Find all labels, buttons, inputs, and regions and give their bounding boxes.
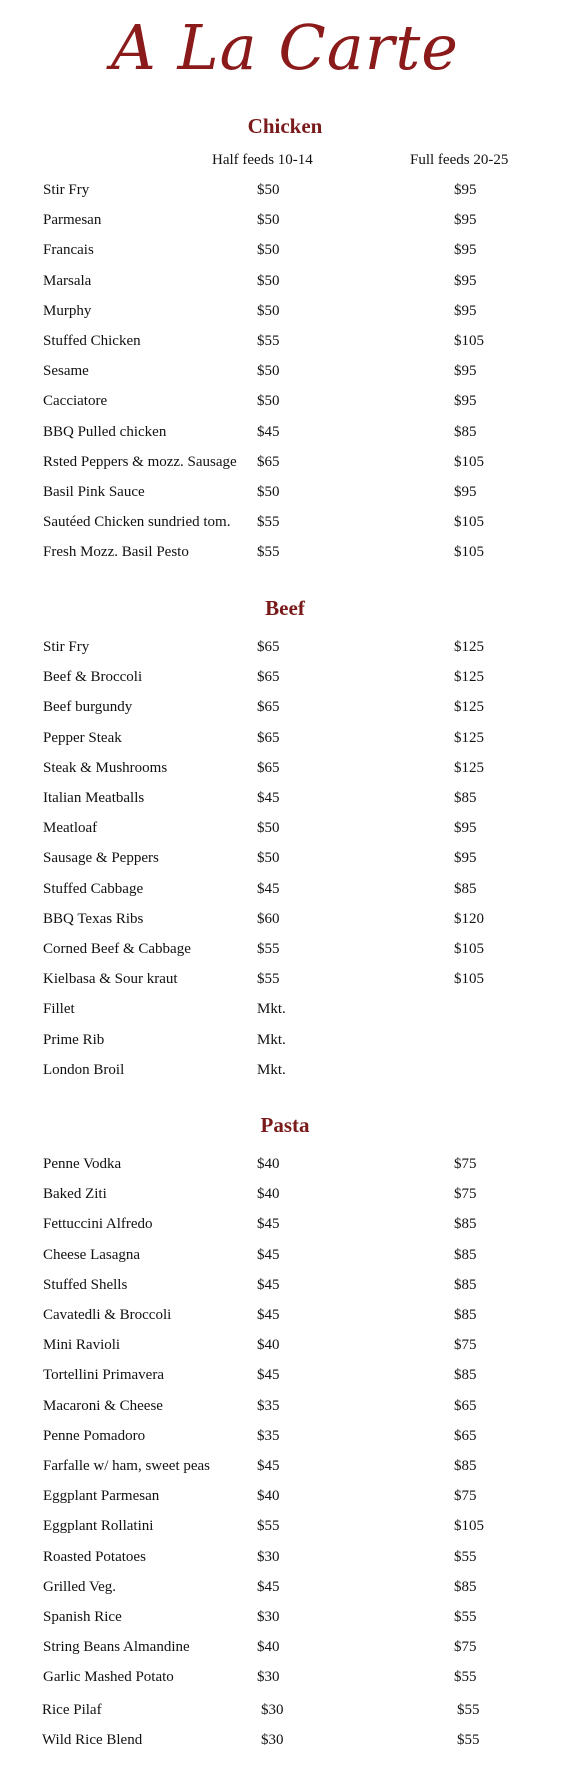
half-price: $50	[257, 303, 280, 319]
item-name: Rice Pilaf	[42, 1702, 102, 1718]
menu-row	[0, 1154, 570, 1184]
item-name: Francais	[43, 242, 94, 258]
menu-row	[0, 1214, 570, 1244]
item-name: Mini Ravioli	[43, 1337, 121, 1353]
full-price: $95	[454, 182, 477, 198]
half-price: $45	[257, 1216, 280, 1232]
menu-row	[0, 1667, 570, 1697]
half-price: Mkt.	[257, 1032, 286, 1048]
full-price: $95	[454, 484, 477, 500]
full-price: $105	[454, 333, 484, 349]
half-price: $65	[257, 730, 280, 746]
item-name: Spanish Rice	[43, 1609, 122, 1625]
menu-row	[0, 1365, 570, 1395]
half-price: $50	[257, 393, 280, 409]
full-price: $75	[454, 1639, 477, 1655]
item-name: BBQ Pulled chicken	[43, 424, 167, 440]
item-name: London Broil	[43, 1062, 125, 1078]
full-price: $55	[457, 1702, 480, 1718]
half-price: $50	[257, 242, 280, 258]
item-name: Grilled Veg.	[43, 1579, 117, 1595]
item-name: Fettuccini Alfredo	[43, 1216, 153, 1232]
menu-row	[0, 331, 570, 361]
half-price: $50	[257, 212, 280, 228]
full-price: $65	[454, 1398, 477, 1414]
half-price: $60	[257, 911, 280, 927]
item-name: Eggplant Rollatini	[43, 1518, 154, 1534]
menu-row	[0, 818, 570, 848]
menu-row	[0, 1305, 570, 1335]
half-price: $55	[257, 941, 280, 957]
item-name: Beef burgundy	[43, 699, 133, 715]
full-price: $105	[454, 514, 484, 530]
full-price: $75	[454, 1337, 477, 1353]
full-price: $85	[454, 1216, 477, 1232]
half-price: $40	[257, 1488, 280, 1504]
half-price: $45	[257, 1307, 280, 1323]
full-price: $85	[454, 1247, 477, 1263]
half-price: $65	[257, 454, 280, 470]
full-price: $75	[454, 1186, 477, 1202]
item-name: Rsted Peppers & mozz. Sausage	[43, 454, 237, 470]
full-price: $55	[454, 1609, 477, 1625]
half-price: $45	[257, 1277, 280, 1293]
menu-row	[0, 512, 570, 542]
full-price: $125	[454, 730, 484, 746]
full-price: $95	[454, 820, 477, 836]
menu-row	[0, 1456, 570, 1486]
half-price: $30	[261, 1702, 284, 1718]
menu-row	[0, 1730, 570, 1760]
item-name: Sesame	[43, 363, 89, 379]
menu-row	[0, 999, 570, 1029]
item-name: Baked Ziti	[43, 1186, 107, 1202]
item-name: Garlic Mashed Potato	[43, 1669, 174, 1685]
half-price: $30	[261, 1732, 284, 1748]
item-name: String Beans Almandine	[43, 1639, 190, 1655]
item-name: Penne Pomadoro	[43, 1428, 146, 1444]
section-title-chicken: Chicken	[247, 114, 323, 138]
full-price: $85	[454, 424, 477, 440]
half-price: $65	[257, 669, 280, 685]
menu-row	[0, 728, 570, 758]
half-price: $65	[257, 639, 280, 655]
menu-row	[0, 1275, 570, 1305]
full-price: $125	[454, 760, 484, 776]
full-price: $55	[454, 1549, 477, 1565]
menu-row	[0, 361, 570, 391]
half-price: $45	[257, 1579, 280, 1595]
half-price: $50	[257, 363, 280, 379]
menu-row	[0, 1030, 570, 1060]
item-name: Cavatedli & Broccoli	[43, 1307, 172, 1323]
item-name: Parmesan	[43, 212, 102, 228]
menu-row	[0, 1426, 570, 1456]
item-name: Stir Fry	[43, 639, 90, 655]
half-price: $55	[257, 333, 280, 349]
half-price: $45	[257, 1458, 280, 1474]
full-price: $95	[454, 212, 477, 228]
menu-row	[0, 240, 570, 270]
full-price: $75	[454, 1488, 477, 1504]
half-price: $40	[257, 1337, 280, 1353]
half-price: $45	[257, 1367, 280, 1383]
menu-row	[0, 452, 570, 482]
full-price: $105	[454, 1518, 484, 1534]
menu-row	[0, 848, 570, 878]
full-price: $55	[457, 1732, 480, 1748]
half-price: $45	[257, 424, 280, 440]
full-price: $125	[454, 639, 484, 655]
menu-row	[0, 482, 570, 512]
half-price: $50	[257, 484, 280, 500]
full-price: $105	[454, 454, 484, 470]
section-title-pasta: Pasta	[260, 1113, 310, 1137]
full-price: $95	[454, 363, 477, 379]
item-name: Beef & Broccoli	[43, 669, 143, 685]
section-title-beef: Beef	[265, 596, 305, 620]
menu-row	[0, 210, 570, 240]
menu-row	[0, 271, 570, 301]
half-price: $50	[257, 273, 280, 289]
item-name: Basil Pink Sauce	[43, 484, 145, 500]
menu-row	[0, 1700, 570, 1730]
half-price: $55	[257, 514, 280, 530]
half-price: $35	[257, 1398, 280, 1414]
column-header-half: Half feeds 10-14	[212, 152, 313, 168]
full-price: $85	[454, 1307, 477, 1323]
half-price: $55	[257, 971, 280, 987]
half-price: $40	[257, 1186, 280, 1202]
half-price: $65	[257, 760, 280, 776]
item-name: Italian Meatballs	[43, 790, 145, 806]
item-name: Steak & Mushrooms	[43, 760, 168, 776]
menu-row	[0, 1184, 570, 1214]
menu-row	[0, 180, 570, 210]
half-price: $40	[257, 1156, 280, 1172]
item-name: Stuffed Shells	[43, 1277, 128, 1293]
half-price: $35	[257, 1428, 280, 1444]
half-price: $45	[257, 790, 280, 806]
menu-row	[0, 1547, 570, 1577]
menu-row	[0, 637, 570, 667]
menu-title: A La Carte	[111, 11, 459, 84]
item-name: Stir Fry	[43, 182, 90, 198]
half-price: $45	[257, 881, 280, 897]
item-name: Sautéed Chicken sundried tom.	[43, 514, 231, 530]
menu-row	[0, 1486, 570, 1516]
menu-row	[0, 301, 570, 331]
full-price: $95	[454, 242, 477, 258]
menu-row	[0, 1577, 570, 1607]
menu-row	[0, 391, 570, 421]
half-price: $30	[257, 1669, 280, 1685]
item-name: Murphy	[43, 303, 92, 319]
full-price: $95	[454, 850, 477, 866]
half-price: $40	[257, 1639, 280, 1655]
full-price: $95	[454, 393, 477, 409]
item-name: Cheese Lasagna	[43, 1247, 141, 1263]
item-name: Cacciatore	[43, 393, 108, 409]
menu-row	[0, 909, 570, 939]
menu-row	[0, 939, 570, 969]
menu-row	[0, 697, 570, 727]
half-price: $65	[257, 699, 280, 715]
item-name: Fresh Mozz. Basil Pesto	[43, 544, 189, 560]
item-name: Corned Beef & Cabbage	[43, 941, 191, 957]
item-name: Macaroni & Cheese	[43, 1398, 163, 1414]
full-price: $95	[454, 273, 477, 289]
full-price: $75	[454, 1156, 477, 1172]
menu-row	[0, 788, 570, 818]
menu-row	[0, 1396, 570, 1426]
full-price: $85	[454, 881, 477, 897]
menu-row	[0, 1607, 570, 1637]
full-price: $55	[454, 1669, 477, 1685]
item-name: Tortellini Primavera	[43, 1367, 164, 1383]
item-name: Penne Vodka	[43, 1156, 122, 1172]
full-price: $125	[454, 669, 484, 685]
full-price: $125	[454, 699, 484, 715]
menu-row	[0, 667, 570, 697]
half-price: $30	[257, 1609, 280, 1625]
item-name: Kielbasa & Sour kraut	[43, 971, 178, 987]
full-price: $120	[454, 911, 484, 927]
half-price: $50	[257, 850, 280, 866]
half-price: $55	[257, 1518, 280, 1534]
menu-row	[0, 1516, 570, 1546]
item-name: Wild Rice Blend	[42, 1732, 143, 1748]
column-header-full: Full feeds 20-25	[410, 152, 509, 168]
half-price: Mkt.	[257, 1001, 286, 1017]
item-name: Roasted Potatoes	[43, 1549, 146, 1565]
half-price: $50	[257, 182, 280, 198]
full-price: $105	[454, 544, 484, 560]
full-price: $95	[454, 303, 477, 319]
half-price: Mkt.	[257, 1062, 286, 1078]
item-name: Eggplant Parmesan	[43, 1488, 160, 1504]
menu-row	[0, 1060, 570, 1090]
menu-row	[0, 542, 570, 572]
menu-row	[0, 879, 570, 909]
full-price: $85	[454, 1458, 477, 1474]
full-price: $105	[454, 971, 484, 987]
menu-row	[0, 758, 570, 788]
item-name: Pepper Steak	[43, 730, 122, 746]
full-price: $85	[454, 1579, 477, 1595]
half-price: $55	[257, 544, 280, 560]
item-name: Marsala	[43, 273, 92, 289]
item-name: Stuffed Chicken	[43, 333, 141, 349]
half-price: $30	[257, 1549, 280, 1565]
full-price: $65	[454, 1428, 477, 1444]
full-price: $105	[454, 941, 484, 957]
menu-row	[0, 422, 570, 452]
item-name: Stuffed Cabbage	[43, 881, 144, 897]
item-name: Meatloaf	[43, 820, 98, 836]
item-name: Sausage & Peppers	[43, 850, 159, 866]
menu-row	[0, 1637, 570, 1667]
half-price: $45	[257, 1247, 280, 1263]
full-price: $85	[454, 790, 477, 806]
half-price: $50	[257, 820, 280, 836]
menu-row	[0, 1245, 570, 1275]
menu-row	[0, 1335, 570, 1365]
menu-row	[0, 969, 570, 999]
item-name: Fillet	[43, 1001, 75, 1017]
full-price: $85	[454, 1277, 477, 1293]
item-name: Prime Rib	[43, 1032, 105, 1048]
item-name: Farfalle w/ ham, sweet peas	[43, 1458, 211, 1474]
full-price: $85	[454, 1367, 477, 1383]
item-name: BBQ Texas Ribs	[43, 911, 144, 927]
